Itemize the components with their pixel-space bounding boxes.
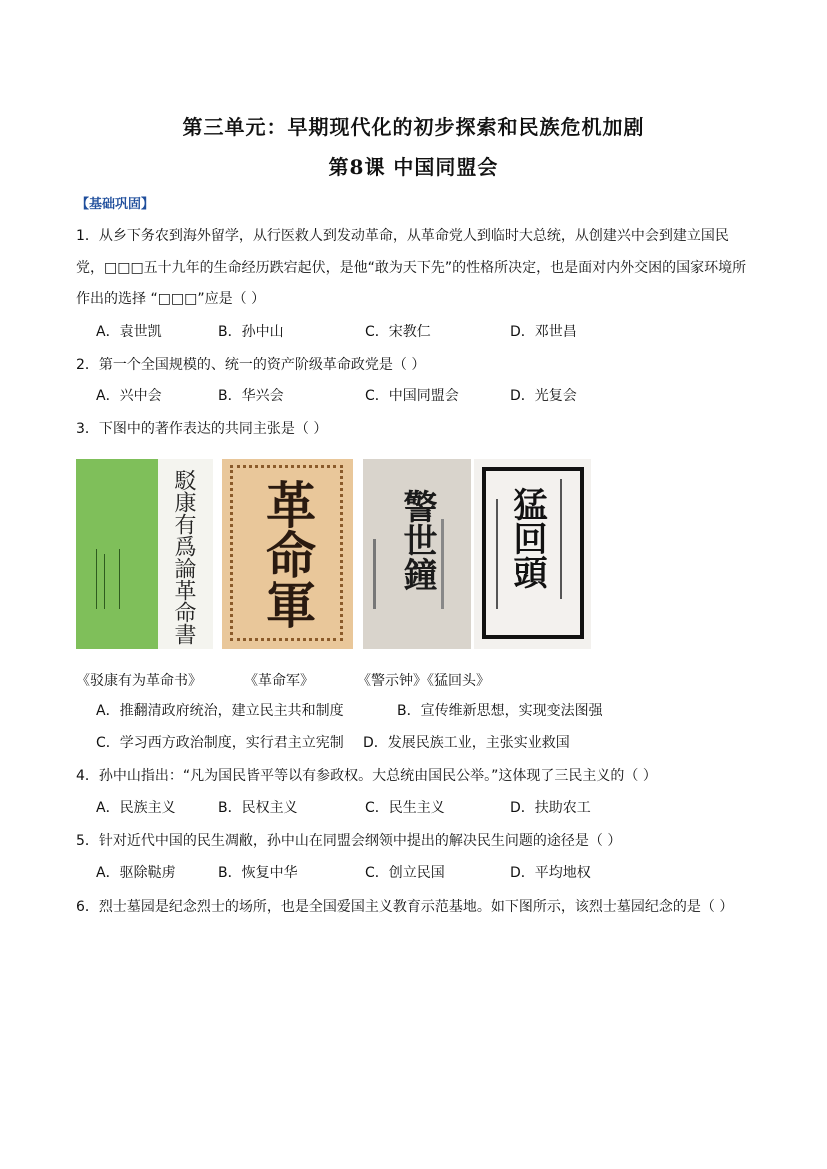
question-2-option-c[interactable]: C．中国同盟会 xyxy=(365,388,459,404)
question-2-line-1: 2．第一个全国规模的、统一的资产阶级革命政党是（ ） xyxy=(76,357,426,373)
question-1-line-3: 作出的选择 “□□□”应是（ ） xyxy=(76,291,266,307)
question-3-option-c[interactable]: C．学习西方政治制度，实行君主立宪制 xyxy=(96,735,344,751)
book-cover-image-2 xyxy=(222,459,353,649)
book-cover-title-3: 警世鐘 xyxy=(397,489,437,591)
question-3-line-1: 3．下图中的著作表达的共同主张是（ ） xyxy=(76,421,328,437)
book-cover-image-4 xyxy=(474,459,591,649)
question-3-option-b[interactable]: B．宣传维新思想，实现变法图强 xyxy=(397,703,603,719)
book-cover-title-4: 猛回頭 xyxy=(507,487,547,589)
question-2-option-b[interactable]: B．华兴会 xyxy=(218,388,284,404)
question-4-line-1: 4．孙中山指出：“凡为国民皆平等以有参政权。大总统由国民公举。”这体现了三民主义的（ ） xyxy=(76,768,657,784)
question-1-line-1: 1．从乡下务农到海外留学，从行医救人到发动革命，从革命党人到临时大总统，从创建兴中会到建立国民 xyxy=(76,228,729,244)
question-5-option-a[interactable]: A．驱除鞑虏 xyxy=(96,865,176,881)
book-cover-title-1: 駁康有爲論革命書 xyxy=(171,469,196,645)
question-4-option-a[interactable]: A．民族主义 xyxy=(96,800,176,816)
question-1-option-d[interactable]: D．邓世昌 xyxy=(510,324,577,340)
question-2-option-a[interactable]: A．兴中会 xyxy=(96,388,162,404)
question-3-option-a[interactable]: A．推翻清政府统治，建立民主共和制度 xyxy=(96,703,344,719)
question-4-option-c[interactable]: C．民生主义 xyxy=(365,800,445,816)
question-1-option-c[interactable]: C．宋教仁 xyxy=(365,324,431,340)
figure-caption-1: 《驳康有为革命书》 xyxy=(76,673,202,689)
figure-caption-2: 《革命军》 xyxy=(244,673,314,689)
question-5-option-c[interactable]: C．创立民国 xyxy=(365,865,445,881)
lesson-title: 第8课 中国同盟会 xyxy=(328,155,499,179)
question-3-option-d[interactable]: D．发展民族工业，主张实业救国 xyxy=(363,735,570,751)
question-1-option-b[interactable]: B．孙中山 xyxy=(218,324,284,340)
book-cover-title-2: 革命軍 xyxy=(258,479,317,629)
question-4-option-b[interactable]: B．民权主义 xyxy=(218,800,298,816)
question-5-option-b[interactable]: B．恢复中华 xyxy=(218,865,298,881)
figure-caption-3: 《警示钟》《猛回头》 xyxy=(357,673,490,689)
question-6-line-1: 6．烈士墓园是纪念烈士的场所，也是全国爱国主义教育示范基地。如下图所示，该烈士墓园纪念的是（ ） xyxy=(76,899,734,915)
question-1-line-2: 党，□□□五十九年的生命经历跌宕起伏，是他“敢为天下先”的性格所决定，也是面对内外交困的国家环境所 xyxy=(76,260,747,276)
section-tag-basics: 【基础巩固】 xyxy=(76,197,155,212)
question-2-option-d[interactable]: D．光复会 xyxy=(510,388,577,404)
question-1-option-a[interactable]: A．袁世凯 xyxy=(96,324,162,340)
book-cover-image-1 xyxy=(76,459,213,649)
unit-title: 第三单元：早期现代化的初步探索和民族危机加剧 xyxy=(182,115,645,139)
book-cover-image-3 xyxy=(363,459,471,649)
question-5-option-d[interactable]: D．平均地权 xyxy=(510,865,591,881)
question-5-line-1: 5．针对近代中国的民生凋敝，孙中山在同盟会纲领中提出的解决民生问题的途径是（ ） xyxy=(76,833,622,849)
question-4-option-d[interactable]: D．扶助农工 xyxy=(510,800,591,816)
